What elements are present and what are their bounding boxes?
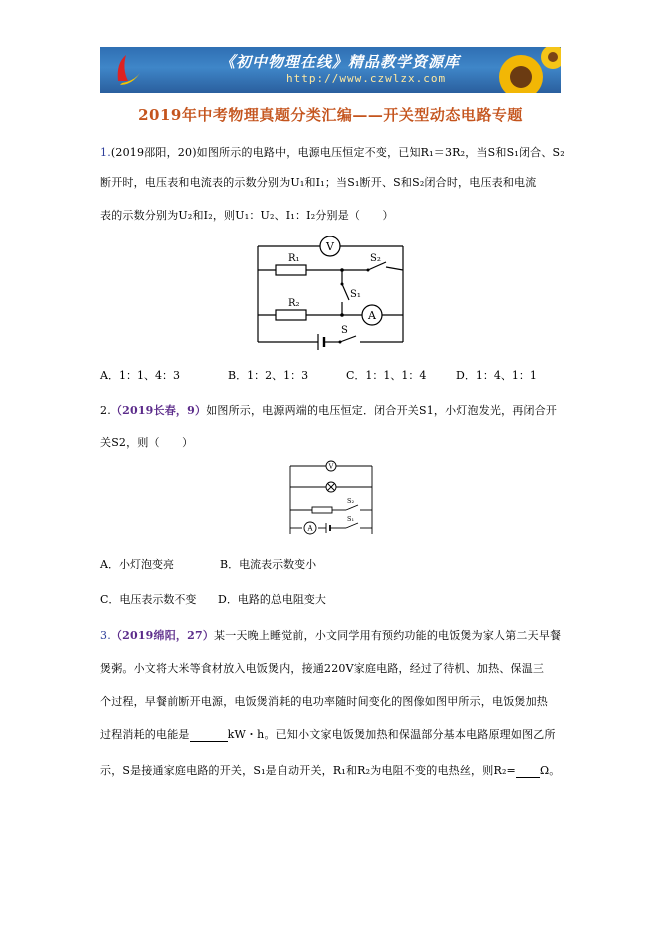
q2-line-2: 关S2，则（ ） — [100, 436, 194, 449]
ammeter-label: A — [368, 309, 376, 322]
r2-label: R₂ — [288, 298, 300, 309]
s-label: S — [341, 325, 348, 336]
q2-option-d[interactable]: D．电路的总电阻变大 — [218, 593, 326, 606]
header-banner — [100, 47, 561, 93]
q2-option-a[interactable]: A．小灯泡变亮 — [100, 558, 174, 571]
q3-blank-1[interactable] — [190, 728, 228, 742]
page-title: 2019年中考物理真题分类汇编——开关型动态电路专题 — [138, 106, 523, 124]
sunflower-icon — [471, 47, 561, 93]
r1-label: R₁ — [288, 253, 300, 264]
q2-option-b[interactable]: B．电流表示数变小 — [220, 558, 317, 571]
q1-option-c[interactable]: C．1：1、1：4 — [346, 369, 427, 382]
q2-line-1: 2.（2019长春，9）如图所示，电源两端的电压恒定．闭合开关S1，小灯泡发光，再闭合开 — [100, 404, 558, 417]
q1-line-3: 表的示数分别为U₂和I₂，则U₁：U₂、I₁：I₂分别是（ ） — [100, 209, 394, 222]
q2-circuit-diagram — [286, 460, 378, 540]
q2-source: （2019长春，9） — [110, 404, 207, 417]
q1-option-b[interactable]: B．1：2、1：3 — [228, 369, 309, 382]
s2-label: S₂ — [370, 253, 381, 264]
q2-option-c[interactable]: C．电压表示数不变 — [100, 593, 197, 606]
q3-line-1: 3.（2019绵阳，27）某一天晚上睡觉前，小文同学用有预约功能的电饭煲为家人第二天早餐 — [100, 629, 562, 642]
q3-line-4: 过程消耗的电能是 kW・h。已知小文家电饭煲加热和保温部分基本电路原理如图乙所 — [100, 728, 556, 741]
q2-voltmeter-label: V — [328, 462, 334, 471]
s1-label: S₁ — [350, 289, 361, 300]
q1-option-d[interactable]: D．1：4、1：1 — [456, 369, 537, 382]
q2-s2-label: S₂ — [347, 497, 355, 505]
q1-line-2: 断开时，电压表和电流表的示数分别为U₁和I₁；当S₁断开、S和S₂闭合时，电压表和电流 — [100, 176, 537, 189]
q3-source: （2019绵阳，27） — [110, 629, 215, 642]
q3-line-2: 煲粥。小文将大米等食材放入电饭煲内，接通220V家庭电路，经过了待机、加热、保温三 — [100, 662, 545, 675]
q2-s1-label: S₁ — [347, 515, 355, 523]
q3-blank-2[interactable] — [516, 764, 540, 778]
q1-circuit-diagram — [248, 236, 418, 356]
r2-resistor — [276, 310, 306, 320]
banner-url[interactable]: http://www.czwlzx.com — [286, 72, 447, 85]
q1-option-a[interactable]: A．1：1、4：3 — [100, 369, 180, 382]
site-logo-icon — [108, 51, 146, 89]
q2-ammeter-label: A — [307, 524, 313, 533]
voltmeter-label: V — [326, 240, 334, 253]
q3-line-5: 示，S是接通家庭电路的开关，S₁是自动开关，R₁和R₂为电阻不变的电热丝，则R₂= Ω。 — [100, 764, 561, 777]
banner-title: 《初中物理在线》精品教学资源库 — [220, 53, 461, 71]
r1-resistor — [276, 265, 306, 275]
q1-line-1: 1.(2019邵阳，20)如图所示的电路中，电源电压恒定不变，已知R₁＝3R₂，当S和S₁闭合、S₂ — [100, 146, 565, 159]
q1-number: 1. — [100, 146, 111, 159]
q3-line-3: 个过程，早餐前断开电源，电饭煲消耗的电功率随时间变化的图像如图甲所示，电饭煲加热 — [100, 695, 548, 708]
